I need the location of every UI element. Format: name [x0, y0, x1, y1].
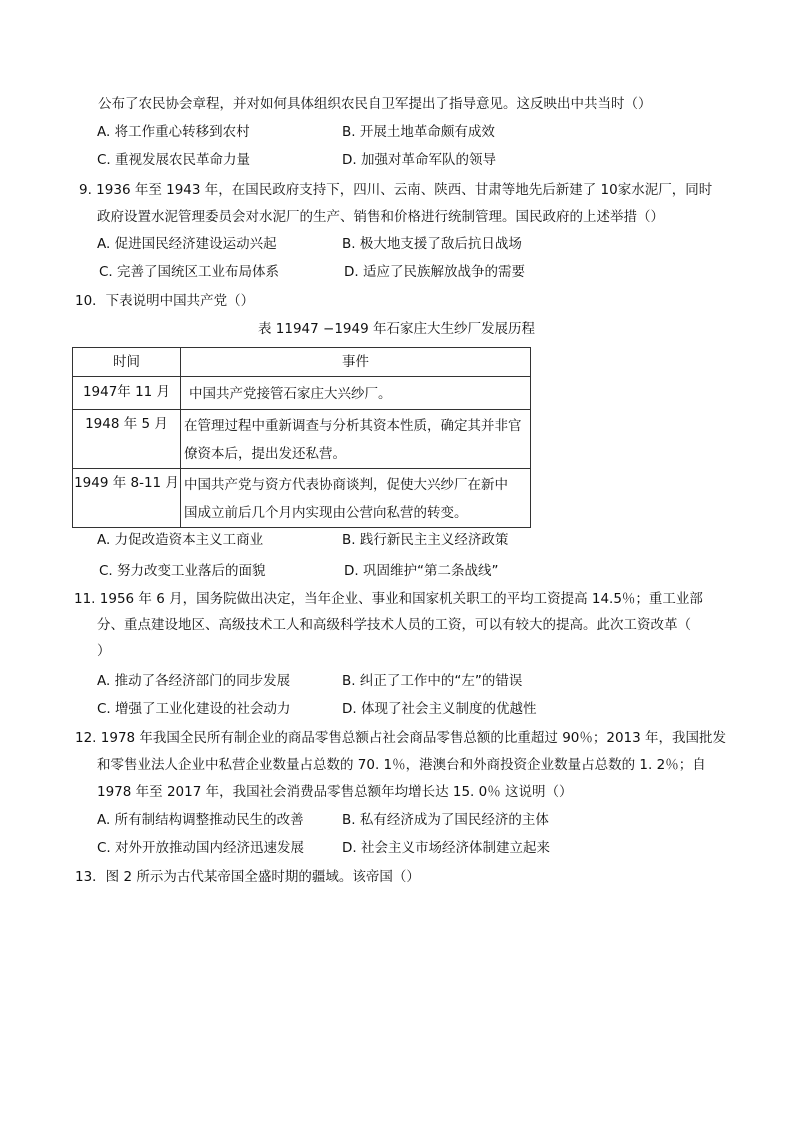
- history-table: [72, 347, 531, 528]
- table-cell-event: 中国共产党接管石家庄大兴纱厂。: [181, 377, 531, 410]
- q11-option-c: C. 增强了工业化建设的社会动力: [97, 701, 291, 717]
- q8-option-b: B. 开展土地革命颇有成效: [342, 124, 495, 140]
- q11-stem-line-2: 分、重点建设地区、高级技术工人和高级科学技术人员的工资，可以有较大的提高。此次工资改革（: [97, 617, 691, 633]
- q8-option-d: D. 加强对革命军队的领导: [342, 152, 496, 168]
- q12-option-a: A. 所有制结构调整推动民生的改善: [97, 812, 304, 828]
- q10-option-c: C. 努力改变工业落后的面貌: [99, 563, 266, 579]
- q9-option-c: C. 完善了国统区工业布局体系: [99, 264, 280, 280]
- q8-stem: 公布了农民协会章程，并对如何具体组织农民自卫军提出了指导意见。这反映出中共当时（）: [98, 96, 652, 112]
- q12-option-c: C. 对外开放推动国内经济迅速发展: [97, 840, 305, 856]
- table-cell-event: [181, 469, 531, 528]
- q10-option-d: D. 巩固维护“第二条战线”: [344, 563, 499, 579]
- table-row: [73, 410, 531, 469]
- q11-stem-line-1: 11. 1956 年 6 月，国务院做出决定，当年企业、事业和国家机关职工的平均工资提高 14.5％；重工业部: [74, 591, 703, 607]
- table-cell-event-line: 国成立前后几个月内实现由公营向私营的转变。: [184, 505, 468, 521]
- table-caption: 表 11947 −1949 年石家庄大生纱厂发展历程: [258, 321, 535, 337]
- table-cell-event: [181, 410, 531, 469]
- table-row: [73, 469, 531, 528]
- q8-option-a: A. 将工作重心转移到农村: [97, 124, 250, 140]
- q12-stem-line-2: 和零售业法人企业中私营企业数量占总数的 70. 1％，港澳台和外商投资企业数量占总数的 1. 2％；自: [97, 757, 706, 773]
- q11-option-d: D. 体现了社会主义制度的优越性: [342, 701, 537, 717]
- table-cell-time: 1948 年 5 月: [73, 410, 181, 469]
- table-cell-time: 1949 年 8-11 月: [73, 469, 181, 528]
- table-cell-event-line: 僚资本后，提出发还私营。: [184, 446, 346, 462]
- q12-stem-line-1: 12. 1978 年我国全民所有制企业的商品零售总额占社会商品零售总额的比重超过 90％；2013 年，我国批发: [75, 730, 727, 746]
- q9-option-a: A. 促进国民经济建设运动兴起: [97, 236, 277, 252]
- table-row: [73, 377, 531, 410]
- q9-stem-line-2: 政府设置水泥管理委员会对水泥厂的生产、销售和价格进行统制管理。国民政府的上述举措（）: [97, 209, 664, 225]
- table-cell-event-line: 在管理过程中重新调查与分析其资本性质，确定其并非官: [184, 418, 522, 434]
- table-header-event: 事件: [181, 348, 531, 377]
- q12-stem-line-3: 1978 年至 2017 年，我国社会消费品零售总额年均增长达 15. 0％ 这说明（）: [97, 784, 573, 800]
- q12-option-d: D. 社会主义市场经济体制建立起来: [342, 840, 550, 856]
- q9-option-b: B. 极大地支援了敌后抗日战场: [342, 236, 522, 252]
- q8-option-c: C. 重视发展农民革命力量: [97, 152, 251, 168]
- q9-stem-line-1: 9. 1936 年至 1943 年，在国民政府支持下，四川、云南、陕西、甘肃等地先后新建了 10家水泥厂，同时: [79, 182, 713, 198]
- q10-stem: 10．下表说明中国共产党（）: [75, 293, 255, 309]
- q9-option-d: D. 适应了民族解放战争的需要: [344, 264, 525, 280]
- q10-option-b: B. 践行新民主主义经济政策: [342, 532, 509, 548]
- q11-stem-line-3: ）: [97, 643, 111, 659]
- q11-option-a: A. 推动了各经济部门的同步发展: [97, 673, 291, 689]
- q10-option-a: A. 力促改造资本主义工商业: [97, 532, 264, 548]
- q11-option-b: B. 纠正了工作中的“左”的错误: [342, 673, 523, 689]
- table-cell-time: 1947年 11 月: [73, 377, 181, 410]
- q12-option-b: B. 私有经济成为了国民经济的主体: [342, 812, 549, 828]
- table-header-time: 时间: [73, 348, 181, 377]
- table-cell-event-line: 中国共产党与资方代表协商谈判，促使大兴纱厂在新中: [184, 477, 508, 493]
- q13-stem: 13．图 2 所示为古代某帝国全盛时期的疆域。该帝国（）: [75, 869, 420, 885]
